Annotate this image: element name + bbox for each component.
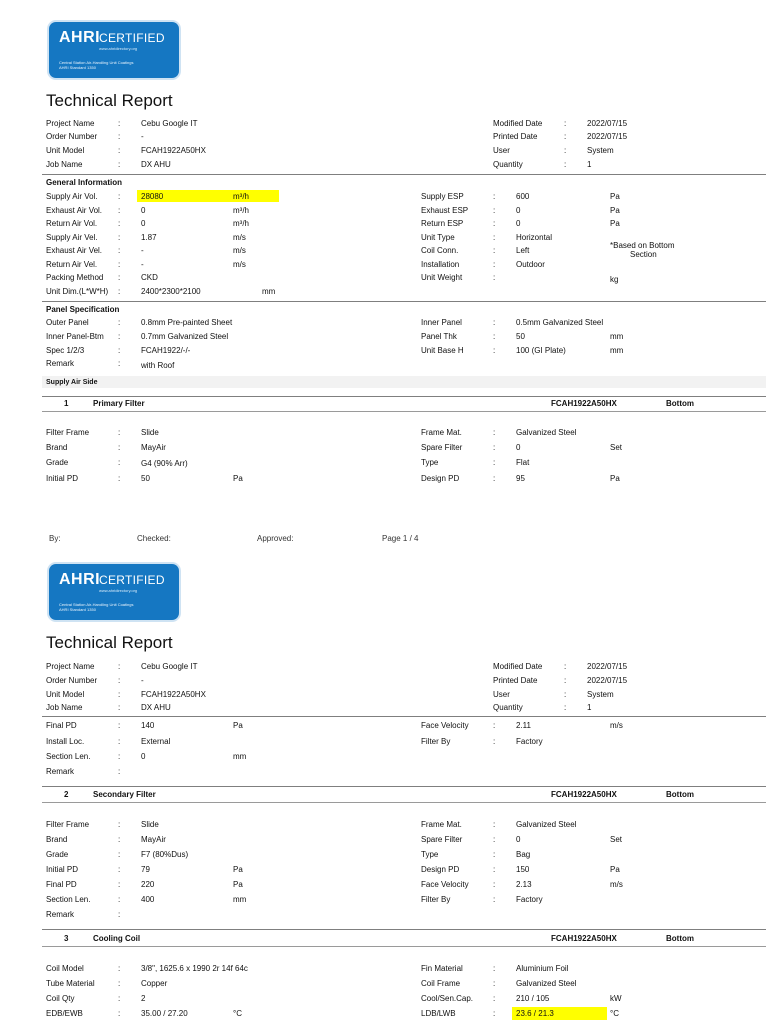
job-name-value: DX AHU	[141, 160, 171, 169]
supply-esp-label: Supply ESP	[421, 192, 464, 201]
section2-position: Bottom	[666, 790, 694, 799]
fin-material-value: Aluminium Foil	[516, 964, 569, 973]
initial-pd-value: 50	[141, 474, 150, 483]
grade-label: Grade	[46, 458, 69, 467]
inner-panel-btm-label: Inner Panel-Btm	[46, 332, 104, 341]
inner-panel-btm-value: 0.7mm Galvanized Steel	[141, 332, 229, 341]
coil-conn-value: Left	[516, 246, 530, 255]
return-air-vel-label: Return Air Vel.	[46, 260, 98, 269]
page-title: Technical Report	[46, 91, 173, 110]
section2-name: Secondary Filter	[93, 790, 156, 799]
modified-date-label: Modified Date	[493, 119, 543, 128]
section-len-label: Section Len.	[46, 752, 91, 761]
order-number-value: -	[141, 132, 144, 141]
exhaust-esp-label: Exhaust ESP	[421, 206, 469, 215]
grade-value: G4 (90% Arr)	[141, 459, 188, 468]
exhaust-air-vol-value: 0	[141, 206, 146, 215]
divider	[42, 802, 766, 803]
return-air-vol-value: 0	[141, 219, 146, 228]
divider	[42, 929, 766, 930]
remark-label: Remark	[46, 767, 75, 776]
coil-frame-value: Galvanized Steel	[516, 979, 577, 988]
return-esp-label: Return ESP	[421, 219, 464, 228]
return-esp-value: 0	[516, 219, 521, 228]
unit-dim-label: Unit Dim.(L*W*H)	[46, 287, 109, 296]
supply-esp-value: 600	[516, 192, 530, 201]
section-len-value: 0	[141, 752, 146, 761]
remark-value: with Roof	[141, 361, 175, 370]
final-pd-value: 140	[141, 721, 155, 730]
installation-value: Outdoor	[516, 260, 545, 269]
section3-number: 3	[64, 934, 69, 943]
packing-method-label: Packing Method	[46, 273, 104, 282]
coil-qty-value: 2	[141, 994, 146, 1003]
footer-approved: Approved:	[257, 534, 294, 543]
printed-date-label: Printed Date	[493, 132, 538, 141]
unit-type-label: Unit Type	[421, 233, 455, 242]
design-pd-label: Design PD	[421, 474, 460, 483]
unit-base-h-value: 100 (GI Plate)	[516, 346, 566, 355]
section1-number: 1	[64, 399, 69, 408]
filter-by-label: Filter By	[421, 737, 451, 746]
ahri-certified-logo: AHRI CERTIFIED www.ahridirectory.org Central Station Air-Handling Unit Coatings AHRI Standard 1350	[49, 22, 179, 78]
return-air-vel-value: -	[141, 260, 144, 269]
ahri-certified-logo: AHRI CERTIFIED www.ahridirectory.org Central Station Air-Handling Unit Coatings AHRI Standard 1350	[49, 564, 179, 620]
fin-material-label: Fin Material	[421, 964, 463, 973]
divider	[42, 301, 766, 302]
project-name-value: Cebu Google IT	[141, 119, 198, 128]
spec-value: FCAH1922/-/-	[141, 346, 191, 355]
section3-model: FCAH1922A50HX	[551, 934, 617, 943]
footer-page: Page 1 / 4	[382, 534, 419, 543]
cool-sen-cap-label: Cool/Sen.Cap.	[421, 994, 474, 1003]
unit-dim-value: 2400*2300*2100	[141, 287, 201, 296]
unit-model-label: Unit Model	[46, 146, 85, 155]
face-velocity-label: Face Velocity	[421, 721, 469, 730]
type-value: Flat	[516, 458, 530, 467]
final-pd-label: Final PD	[46, 721, 77, 730]
order-number-label: Order Number	[46, 132, 98, 141]
divider	[42, 411, 766, 412]
coil-qty-label: Coil Qty	[46, 994, 75, 1003]
installation-label: Installation	[421, 260, 460, 269]
panel-spec-heading: Panel Specification	[46, 305, 120, 314]
note-line2: Section	[630, 250, 657, 259]
divider	[42, 396, 766, 397]
edb-ewb-value: 35.00 / 27.20	[141, 1009, 188, 1018]
quantity-value: 1	[587, 160, 592, 169]
supply-air-vol-value: 28080	[141, 192, 164, 201]
remark-label: Remark	[46, 359, 75, 368]
coil-model-value: 3/8", 1625.6 x 1990 2r 14f 64c	[141, 964, 248, 973]
coil-model-label: Coil Model	[46, 964, 84, 973]
quantity-label: Quantity	[493, 160, 523, 169]
frame-mat-value: Galvanized Steel	[516, 428, 577, 437]
type-label: Type	[421, 458, 439, 467]
section3-name: Cooling Coil	[93, 934, 141, 943]
user-value: System	[587, 146, 614, 155]
divider	[42, 786, 766, 787]
cool-sen-cap-value: 210 / 105	[516, 994, 550, 1003]
supply-air-side-heading: Supply Air Side	[46, 379, 98, 386]
unit-base-h-label: Unit Base H	[421, 346, 464, 355]
section2-number: 2	[64, 790, 69, 799]
user-label: User	[493, 146, 510, 155]
filter-frame-value: Slide	[141, 428, 159, 437]
filter-by-value: Factory	[516, 737, 543, 746]
supply-air-vel-label: Supply Air Vel.	[46, 233, 98, 242]
exhaust-air-vol-label: Exhaust Air Vol.	[46, 206, 103, 215]
printed-date-value: 2022/07/15	[587, 132, 628, 141]
footer-by: By:	[49, 534, 61, 543]
page-title: Technical Report	[46, 633, 173, 652]
tube-material-value: Copper	[141, 979, 168, 988]
initial-pd-label: Initial PD	[46, 474, 79, 483]
packing-method-value: CKD	[141, 273, 158, 282]
edb-ewb-label: EDB/EWB	[46, 1009, 83, 1018]
general-info-heading: General Information	[46, 178, 123, 187]
divider	[42, 716, 766, 717]
frame-mat-label: Frame Mat.	[421, 428, 462, 437]
design-pd-value: 95	[516, 474, 525, 483]
tube-material-label: Tube Material	[46, 979, 95, 988]
supply-air-side-band	[42, 376, 766, 388]
spec-label: Spec 1/2/3	[46, 346, 85, 355]
project-name-label: Project Name	[46, 119, 95, 128]
job-name-label: Job Name	[46, 160, 83, 169]
supply-air-vol-label: Supply Air Vol.	[46, 192, 98, 201]
outer-panel-label: Outer Panel	[46, 318, 89, 327]
face-velocity-value: 2.11	[516, 721, 531, 730]
divider	[42, 946, 766, 947]
filter-frame-label: Filter Frame	[46, 428, 90, 437]
section1-position: Bottom	[666, 399, 694, 408]
coil-frame-label: Coil Frame	[421, 979, 461, 988]
section2-model: FCAH1922A50HX	[551, 790, 617, 799]
inner-panel-value: 0.5mm Galvanized Steel	[516, 318, 604, 327]
outer-panel-value: 0.8mm Pre-painted Sheet	[141, 318, 233, 327]
unit-model-value: FCAH1922A50HX	[141, 146, 206, 155]
supply-air-vel-value: 1.87	[141, 233, 157, 242]
brand-label: Brand	[46, 443, 68, 452]
unit-weight-label: Unit Weight	[421, 273, 463, 282]
install-loc-label: Install Loc.	[46, 737, 85, 746]
panel-thk-value: 50	[516, 332, 525, 341]
spare-filter-label: Spare Filter	[421, 443, 463, 452]
section1-name: Primary Filter	[93, 399, 145, 408]
exhaust-air-vel-value: -	[141, 246, 144, 255]
install-loc-value: External	[141, 737, 171, 746]
spare-filter-value: 0	[516, 443, 521, 452]
section3-position: Bottom	[666, 934, 694, 943]
section1-model: FCAH1922A50HX	[551, 399, 617, 408]
unit-type-value: Horizontal	[516, 233, 553, 242]
exhaust-air-vel-label: Exhaust Air Vel.	[46, 246, 103, 255]
ldb-lwb-value: 23.6 / 21.3	[516, 1009, 554, 1018]
modified-date-value: 2022/07/15	[587, 119, 628, 128]
ldb-lwb-label: LDB/LWB	[421, 1009, 456, 1018]
brand-value: MayAir	[141, 443, 166, 452]
footer-checked: Checked:	[137, 534, 171, 543]
divider	[42, 174, 766, 175]
exhaust-esp-value: 0	[516, 206, 521, 215]
note-line1: *Based on Bottom	[610, 241, 675, 250]
coil-conn-label: Coil Conn.	[421, 246, 459, 255]
panel-thk-label: Panel Thk	[421, 332, 457, 341]
inner-panel-label: Inner Panel	[421, 318, 462, 327]
return-air-vol-label: Return Air Vol.	[46, 219, 98, 228]
